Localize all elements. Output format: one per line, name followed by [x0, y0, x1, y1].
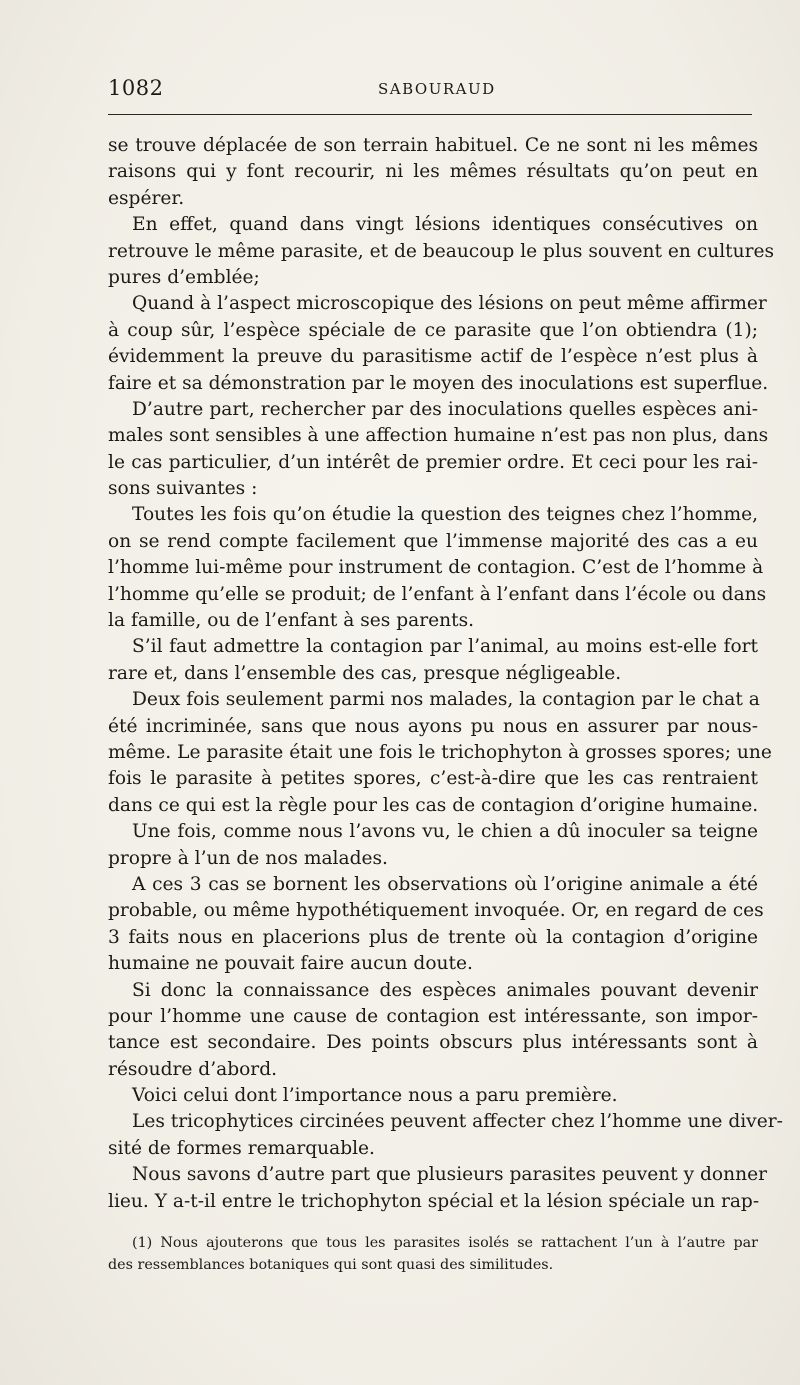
text-line: lieu. Y a-t-il entre le trichophyton spécial et la lésion spéciale un rap- — [108, 1190, 760, 1212]
text-line: l’homme qu’elle se produit; de l’enfant à l’enfant dans l’école ou dans — [108, 583, 767, 605]
text-line: même. Le parasite était une fois le trichophyton à grosses spores; une — [108, 741, 772, 763]
text-line: Quand à l’aspect microscopique des lésions on peut même affirmer — [132, 293, 767, 315]
footnote-line: (1) Nous ajouterons que tous les parasites isolés se rattachent l’un à l’autre par — [132, 1235, 758, 1251]
text-line: à coup sûr, l’espèce spéciale de ce parasite que l’on obtiendra (1); — [108, 319, 758, 341]
text-line: males sont sensibles à une affection humaine n’est pas non plus, dans — [108, 425, 769, 447]
body-text — [108, 133, 783, 1215]
text-line: l’homme lui-même pour instrument de contagion. C’est de l’homme à — [108, 557, 764, 579]
text-line: dans ce qui est la règle pour les cas de contagion d’origine humaine. — [108, 794, 759, 816]
text-line: Voici celui dont l’importance nous a paru première. — [132, 1085, 618, 1107]
text-line: sité de formes remarquable. — [108, 1137, 375, 1159]
text-line: résoudre d’abord. — [108, 1058, 278, 1080]
text-line: sons suivantes : — [108, 478, 258, 500]
text-line: rare et, dans l’ensemble des cas, presque négligeable. — [108, 662, 622, 684]
text-line: été incriminée, sans que nous ayons pu nous en assurer par nous- — [108, 715, 758, 737]
page-header — [108, 76, 752, 104]
text-line: on se rend compte facilement que l’immense majorité des cas a eu — [108, 530, 758, 552]
text-line: Une fois, comme nous l’avons vu, le chien a dû inoculer sa teigne — [132, 821, 758, 843]
text-line: la famille, ou de l’enfant à ses parents. — [108, 610, 475, 632]
text-line: se trouve déplacée de son terrain habituel. Ce ne sont ni les mêmes — [108, 135, 758, 156]
text-line: A ces 3 cas se bornent les observations où l’origine animale a été — [132, 873, 758, 895]
text-line: Deux fois seulement parmi nos malades, la contagion par le chat a — [132, 689, 760, 711]
text-line: raisons qui y font recourir, ni les mêmes résultats qu’on peut en — [108, 161, 758, 183]
running-head: SABOURAUD — [378, 80, 496, 98]
text-line: Les tricophytices circinées peuvent affecter chez l’homme une diver- — [132, 1111, 783, 1133]
page-number: 1082 — [108, 76, 164, 100]
text-line: faire et sa démonstration par le moyen des inoculations est superflue. — [108, 372, 769, 394]
text-line: le cas particulier, d’un intérêt de premier ordre. Et ceci pour les rai- — [108, 451, 758, 473]
text-line: propre à l’un de nos malades. — [108, 847, 388, 869]
text-line: Nous savons d’autre part que plusieurs parasites peuvent y donner — [132, 1164, 767, 1186]
text-line: Toutes les fois qu’on étudie la question des teignes chez l’homme, — [132, 504, 758, 526]
text-line: espérer. — [108, 187, 185, 209]
text-line: En effet, quand dans vingt lésions identiques consécutives on — [132, 214, 758, 236]
text-line: D’autre part, rechercher par des inoculations quelles espèces ani- — [132, 398, 758, 420]
text-line: pour l’homme une cause de contagion est intéressante, son impor- — [108, 1005, 758, 1027]
text-line: fois le parasite à petites spores, c’est-à-dire que les cas rentraient — [108, 768, 758, 790]
header-rule — [108, 114, 752, 115]
text-line: humaine ne pouvait faire aucun doute. — [108, 953, 473, 975]
text-line: retrouve le même parasite, et de beaucoup le plus souvent en cultures — [108, 240, 775, 262]
text-line: S’il faut admettre la contagion par l’animal, au moins est-elle fort — [132, 636, 758, 658]
text-line: tance est secondaire. Des points obscurs plus intéressants sont à — [108, 1032, 758, 1054]
text-line: évidemment la preuve du parasitisme actif de l’espèce n’est plus à — [108, 346, 758, 368]
footnote-line: des ressemblances botaniques qui sont quasi des similitudes. — [108, 1257, 554, 1273]
text-line: Si donc la connaissance des espèces animales pouvant devenir — [132, 979, 758, 1001]
text-line: probable, ou même hypothétiquement invoquée. Or, en regard de ces — [108, 900, 764, 922]
footnote — [108, 1232, 758, 1276]
text-line: pures d’emblée; — [108, 266, 260, 288]
text-line: 3 faits nous en placerions plus de trente où la contagion d’origine — [108, 926, 758, 948]
